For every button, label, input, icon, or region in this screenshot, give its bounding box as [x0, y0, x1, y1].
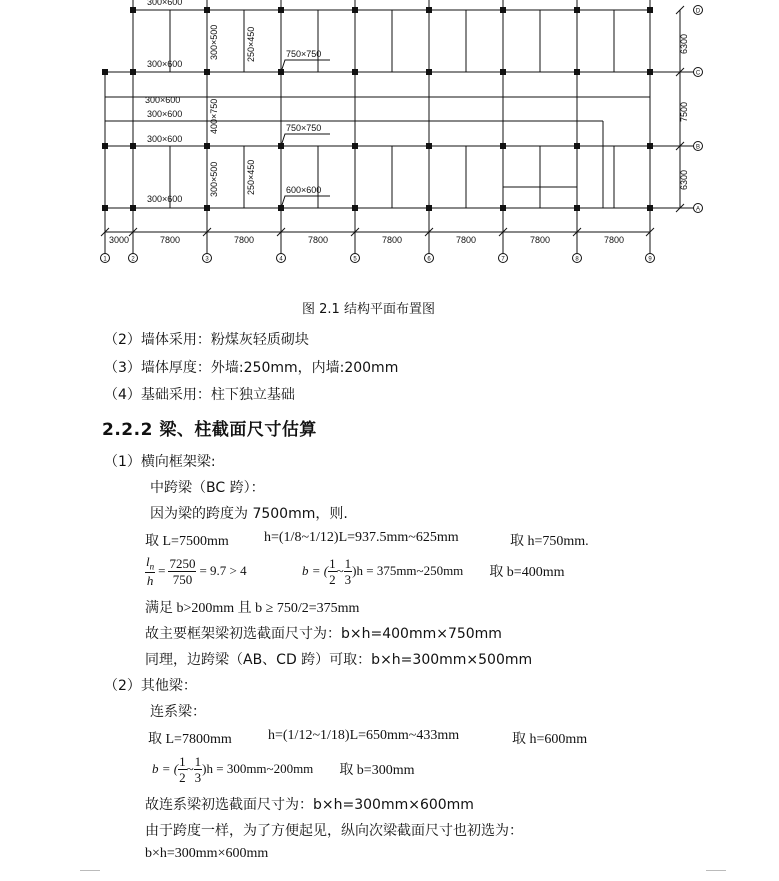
paragraph: 连系梁： [150, 704, 206, 720]
dimension-label: 7500 [679, 101, 689, 122]
beam-label: 300×600 [147, 194, 183, 204]
beam-label-vertical: 250×450 [246, 26, 256, 62]
axis-letter: A [695, 206, 701, 213]
formula-text: h=(1/8~1/12)L=937.5mm~625mm [264, 530, 459, 545]
axis-number: 9 [648, 256, 652, 263]
paragraph: （2）其他梁： [104, 678, 197, 694]
beam-label-vertical: 300×500 [209, 161, 219, 197]
section-heading: 2.2.2 梁、柱截面尺寸估算 [102, 420, 317, 440]
beam-label-top: 300×600 [147, 0, 183, 7]
formula-text: h=(1/12~1/18)L=650mm~433mm [268, 728, 460, 743]
paragraph: （4）基础采用：柱下独立基础 [104, 387, 295, 403]
paragraph: 故主要框架梁初选截面尺寸为：b×h=400mm×750mm [145, 626, 502, 642]
dimension-label: 7800 [307, 235, 329, 245]
dimension-label: 6300 [679, 33, 689, 54]
paragraph: 满足 b>200mm 且 b ≥ 750/2=375mm [145, 601, 360, 616]
axis-number: 2 [131, 256, 135, 263]
axis-number: 6 [427, 256, 431, 263]
formula-text: 取 h=750mm. [510, 534, 589, 549]
dimension-label: 7800 [603, 235, 625, 245]
dimension-label: 7800 [529, 235, 551, 245]
dimension-label: 6300 [679, 169, 689, 190]
page-corner-mark [706, 870, 726, 881]
paragraph: （2）墙体采用：粉煤灰轻质砌块 [104, 332, 309, 348]
dimension-label: 3000 [108, 235, 130, 245]
paragraph: b×h=300mm×600mm [145, 846, 269, 861]
paragraph: 同理，边跨梁（AB、CD 跨）可取：b×h=300mm×500mm [145, 652, 533, 668]
page-corner-mark [80, 870, 100, 881]
dimension-label: 7800 [381, 235, 403, 245]
formula-width: b = ( $\frac{1}{2}$ ~ $\frac{1}{3}$ )h = 300mm~200mm 取 b=300mm [152, 753, 415, 785]
figure-caption: 图 2.1 结构平面布置图 [302, 302, 435, 317]
dimension-label: 7800 [233, 235, 255, 245]
paragraph: 故连系梁初选截面尺寸为：b×h=300mm×600mm [145, 797, 474, 813]
beam-label: 300×600 [147, 134, 183, 144]
beam-label: 300×600 [147, 59, 183, 69]
formula-text: 取 L=7800mm [148, 732, 232, 747]
paragraph: 由于跨度一样，为了方便起见，纵向次梁截面尺寸也初选为： [145, 823, 523, 839]
axis-letter: D [695, 8, 701, 15]
dimension-label: 7800 [455, 235, 477, 245]
axis-number: 1 [103, 256, 107, 263]
beam-label: 300×600 [147, 109, 183, 119]
columns [102, 7, 653, 211]
beam-label-vertical: 250×450 [246, 159, 256, 195]
formula-text: 取 h=600mm [512, 732, 588, 747]
paragraph: 中跨梁（BC 跨）： [150, 480, 265, 496]
paragraph: 因为梁的跨度为 7500mm，则. [150, 506, 348, 522]
beam-label-vertical: 400×750 [209, 98, 219, 134]
formula-text: 取 L=7500mm [145, 534, 229, 549]
axis-number: 5 [353, 256, 357, 263]
axis-number: 7 [501, 256, 505, 263]
paragraph: （1）横向框架梁: [104, 454, 216, 470]
paragraph: （3）墙体厚度：外墙:250mm，内墙:200mm [104, 360, 399, 376]
axis-number: 8 [575, 256, 579, 263]
beam-label: 300×600 [145, 95, 181, 105]
column-label: 750×750 [286, 49, 322, 59]
dimension-label: 7800 [159, 235, 181, 245]
formula-width: b = ( $\frac{1}{2}$ ~ $\frac{1}{3}$ )h = 375mm~250mm 取 b=400mm [302, 555, 565, 587]
column-label: 600×600 [286, 185, 322, 195]
axis-letter: B [695, 144, 701, 151]
column-label: 750×750 [286, 123, 322, 133]
formula-ratio: $\frac{l_n}{h}$ = $\frac{7250}{750}$ = 9.7 > 4 [146, 553, 247, 589]
axis-number: 4 [279, 256, 283, 263]
beam-label-vertical: 300×500 [209, 24, 219, 60]
axis-letter: C [695, 70, 701, 77]
axis-number: 3 [205, 256, 209, 263]
structural-plan-drawing [0, 0, 779, 275]
